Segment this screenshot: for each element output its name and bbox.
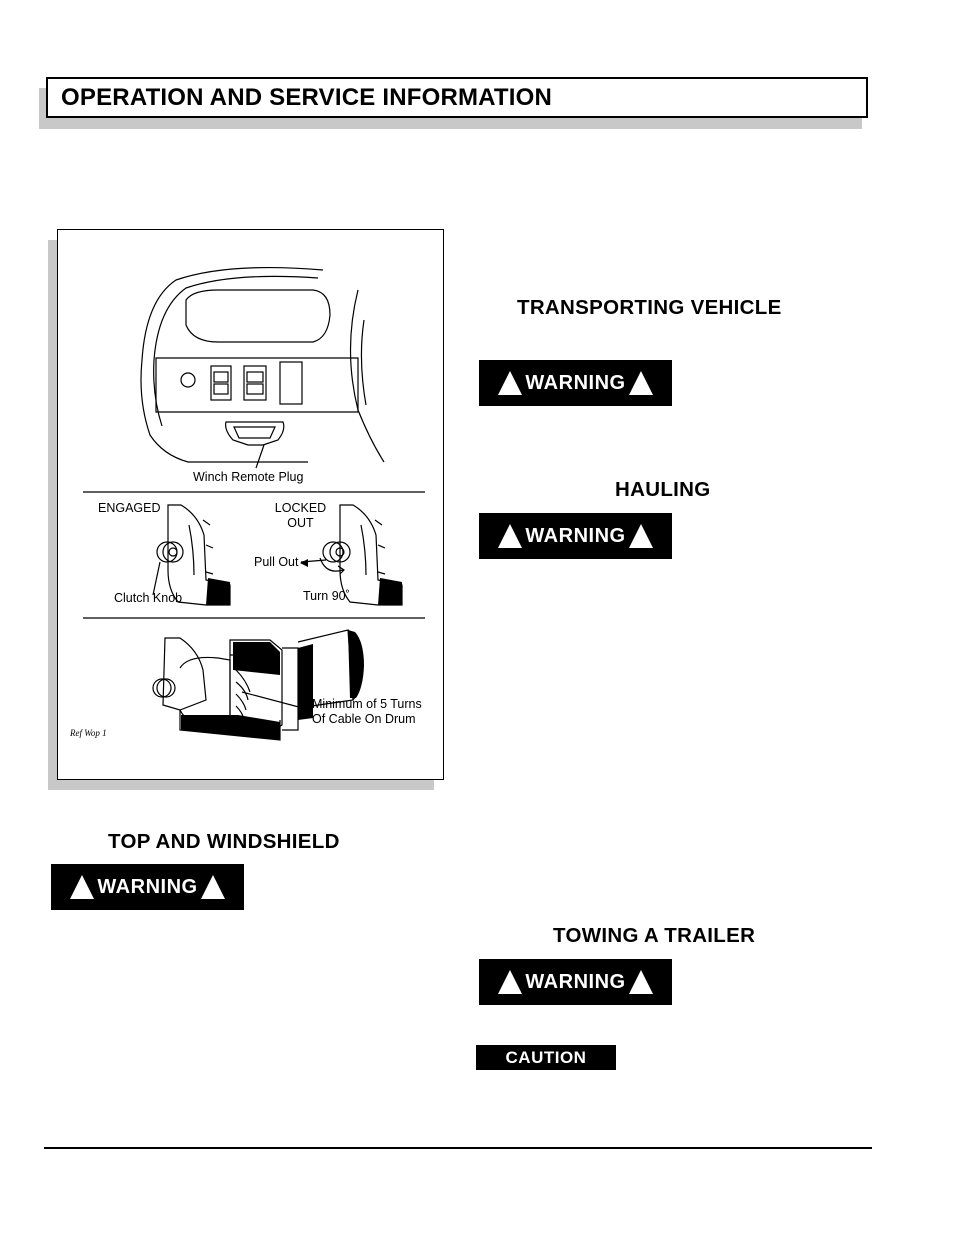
warning-text: WARNING <box>525 524 626 547</box>
locked-out-label: LOCKED OUT <box>274 501 327 530</box>
warning-triangle-icon <box>629 524 653 548</box>
warning-triangle-icon <box>498 371 522 395</box>
pull-out-label: Pull Out <box>254 555 299 569</box>
warning-triangle-icon <box>70 875 94 899</box>
warning-text: WARNING <box>525 970 626 993</box>
warning-text: WARNING <box>525 371 626 394</box>
clutch-knob-label: Clutch Knob <box>114 591 183 605</box>
page-title: OPERATION AND SERVICE INFORMATION <box>61 84 553 111</box>
warning-text: WARNING <box>97 875 198 898</box>
page-header <box>46 77 868 118</box>
warning-triangle-icon <box>201 875 225 899</box>
warning-triangle-icon <box>498 524 522 548</box>
section-title-towing-a-trailer: TOWING A TRAILER <box>553 924 756 947</box>
warning-badge <box>479 959 672 1005</box>
winch-figure <box>57 229 444 780</box>
section-title-transporting-vehicle: TRANSPORTING VEHICLE <box>517 296 782 319</box>
turn-90-label: Turn 90˚ <box>303 589 350 603</box>
section-title-top-and-windshield: TOP AND WINDSHIELD <box>108 830 340 853</box>
warning-badge <box>479 513 672 559</box>
figure-reference: Ref Wop 1 <box>70 728 107 738</box>
warning-badge <box>479 360 672 406</box>
warning-triangle-icon <box>629 970 653 994</box>
footer-divider <box>44 1147 872 1149</box>
warning-triangle-icon <box>498 970 522 994</box>
warning-triangle-icon <box>629 371 653 395</box>
engaged-label: ENGAGED <box>98 501 161 515</box>
section-title-hauling: HAULING <box>615 478 711 501</box>
warning-badge <box>51 864 244 910</box>
winch-remote-plug-label: Winch Remote Plug <box>193 470 304 484</box>
minimum-turns-label: Minimum of 5 Turns Of Cable On Drum <box>312 697 422 726</box>
caution-badge: CAUTION <box>476 1045 616 1070</box>
